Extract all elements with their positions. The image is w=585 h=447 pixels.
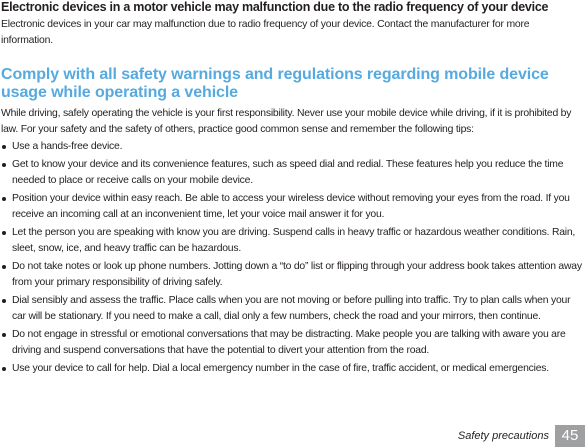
section-body-radio-interference: Electronic devices in your car may malfunction due to radio frequency of your device. Contact the manufacturer for more information. <box>1 19 530 46</box>
list-item <box>1 361 583 377</box>
section-intro-safety-warnings: While driving, safely operating the vehicle is your first responsibility. Never use your mobile device while driving, if it is prohibited by law. For your safety and the safety of others, practice good common sense and remember the following tips: <box>1 108 572 135</box>
bullet-icon <box>2 265 6 269</box>
list-item <box>1 293 583 325</box>
list-item-text: Do not take notes or look up phone numbers. Jotting down a “to do” list or flipping through your address book takes attention away from your primary responsibility of driving safely. <box>12 261 582 288</box>
footer-section-label: Safety precautions <box>457 430 549 442</box>
page-footer <box>458 425 585 447</box>
bullet-icon <box>2 163 6 167</box>
list-item-text: Use your device to call for help. Dial a local emergency number in the case of fire, traffic accident, or medical emergencies. <box>12 363 549 374</box>
list-item-text: Get to know your device and its convenience features, such as speed dial and redial. These features help you reduce the time needed to place or receive calls on your mobile device. <box>12 159 564 186</box>
list-item <box>1 327 583 359</box>
list-item <box>1 259 583 291</box>
list-item-text: Dial sensibly and assess the traffic. Place calls when you are not moving or before pulling into traffic. Try to plan calls when your car will be stationary. If you need to make a call, dial only a few numbers, check the road and your mirrors, then continue. <box>12 295 571 322</box>
document-page <box>1 0 583 379</box>
list-item-text: Do not engage in stressful or emotional conversations that may be distracting. Make people you are talking with aware you are driving and suspend conversations that have the potential to divert your attention from the road. <box>12 329 566 356</box>
bullet-icon <box>2 197 6 201</box>
safety-tips-list <box>1 139 583 377</box>
list-item <box>1 191 583 223</box>
list-item <box>1 225 583 257</box>
list-item-text: Position your device within easy reach. Be able to access your wireless device without removing your eyes from the road. If you receive an incoming call at an inconvenient time, let your voice mail answer it for you. <box>12 193 570 220</box>
bullet-icon <box>2 333 6 337</box>
list-item-text: Let the person you are speaking with know you are driving. Suspend calls in heavy traffic or hazardous weather conditions. Rain, sleet, snow, ice, and heavy traffic can be hazardous. <box>12 227 576 254</box>
list-item-text: Use a hands-free device. <box>12 141 123 152</box>
bullet-icon <box>2 299 6 303</box>
section-heading-safety-warnings: Comply with all safety warnings and regulations regarding mobile device usage while operating a vehicle <box>1 66 549 101</box>
bullet-icon <box>2 231 6 235</box>
page-number: 45 <box>555 425 585 447</box>
list-item <box>1 139 583 155</box>
bullet-icon <box>2 145 6 149</box>
section-heading-radio-interference: Electronic devices in a motor vehicle may malfunction due to the radio frequency of your device <box>1 0 549 14</box>
bullet-icon <box>2 367 6 371</box>
list-item <box>1 157 583 189</box>
